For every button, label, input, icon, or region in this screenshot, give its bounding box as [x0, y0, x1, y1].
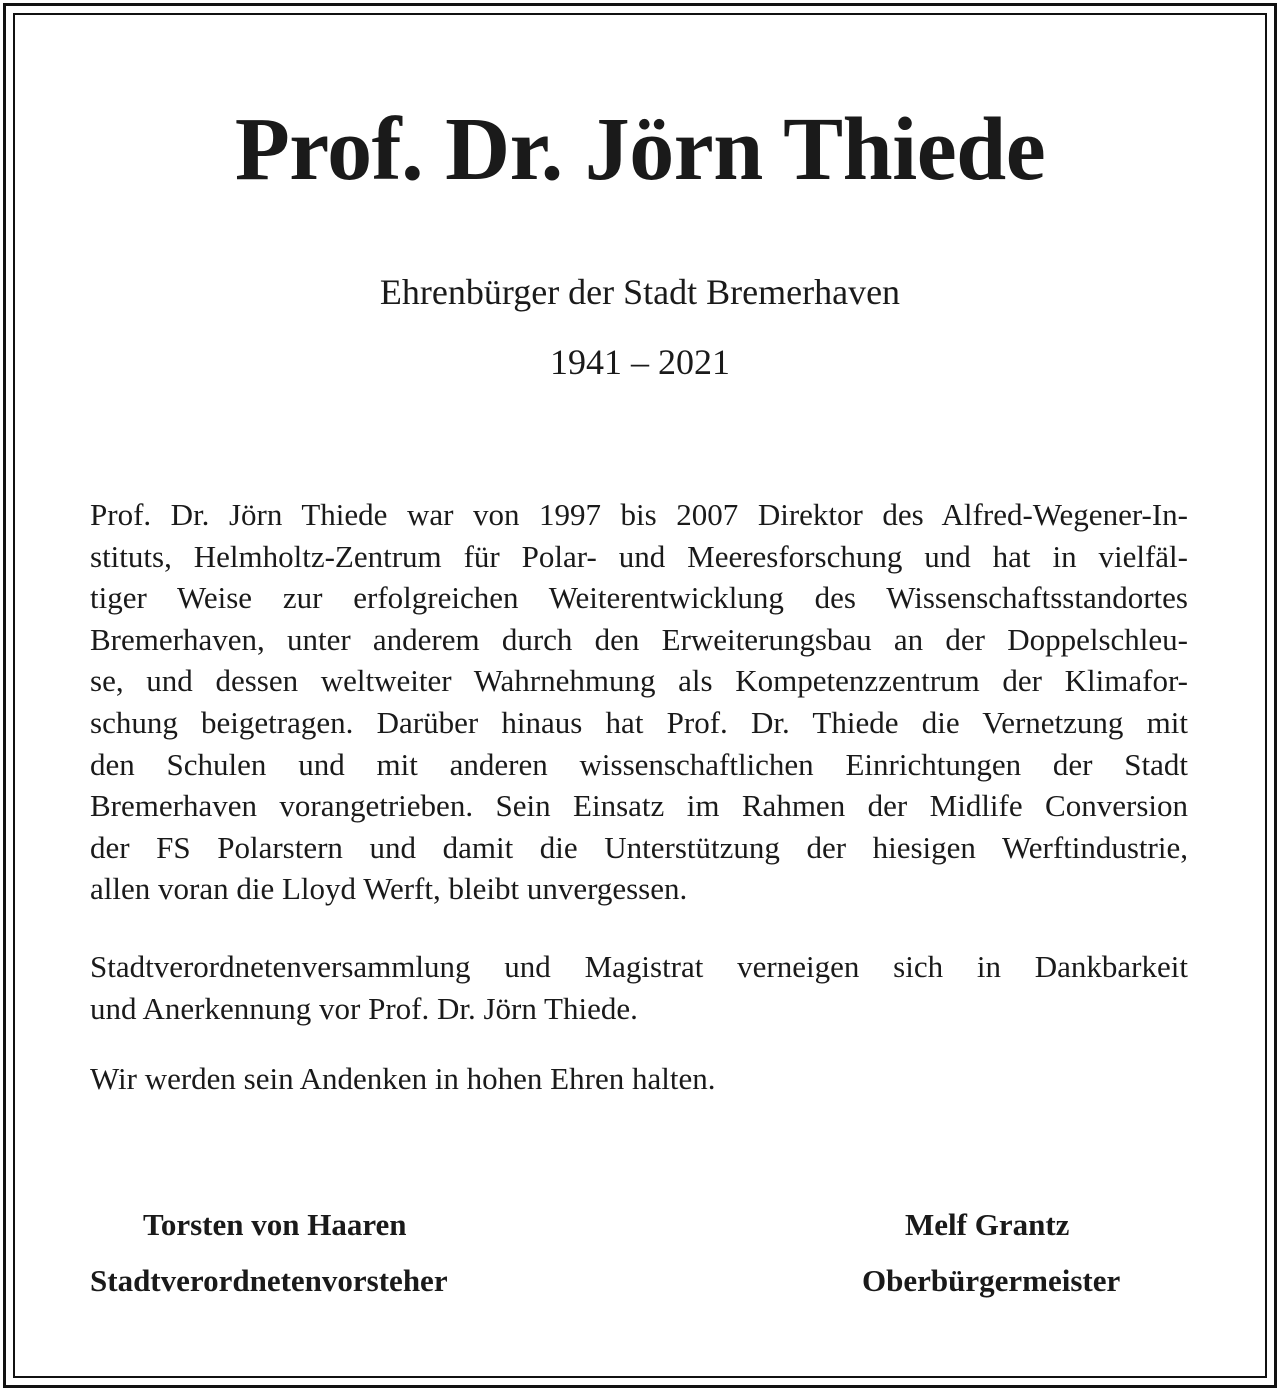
paragraph-line: allen voran die Lloyd Werft, bleibt unvergessen. [90, 871, 688, 907]
paragraph-line: tiger Weise zur erfolgreichen Weiterentwicklung des Wissenschaftsstandortes [90, 580, 1188, 616]
signatory-name-left: Torsten von Haaren [143, 1207, 407, 1242]
signatory-title-left: Stadtverordnetenvorsteher [90, 1263, 448, 1298]
gratitude-paragraph [90, 946, 1188, 1029]
paragraph-line: se, und dessen weltweiter Wahrnehmung als Kompetenzzentrum der Klimafor- [90, 663, 1188, 699]
closing-paragraph [90, 1058, 1188, 1100]
paragraph-line: Wir werden sein Andenken in hohen Ehren halten. [90, 1061, 716, 1096]
deceased-name: Prof. Dr. Jörn Thiede [234, 100, 1046, 199]
paragraph-line: schung beigetragen. Darüber hinaus hat Prof. Dr. Thiede die Vernetzung mit [90, 704, 1188, 740]
paragraph-line: und Anerkennung vor Prof. Dr. Jörn Thiede. [90, 990, 638, 1026]
paragraph-line: den Schulen und mit anderen wissenschaftlichen Einrichtungen der Stadt [90, 746, 1188, 782]
paragraph-line: Stadtverordnetenversammlung und Magistrat verneigen sich in Dankbarkeit [90, 949, 1188, 984]
tribute-paragraph [90, 494, 1188, 910]
paragraph-line: stituts, Helmholtz-Zentrum für Polar- und Meeresforschung und hat in vielfäl- [90, 538, 1188, 574]
paragraph-line: Prof. Dr. Jörn Thiede war von 1997 bis 2007 Direktor des Alfred-Wegener-In- [90, 497, 1188, 532]
honorary-title: Ehrenbürger der Stadt Bremerhaven [379, 272, 901, 312]
paragraph-line: Bremerhaven vorangetrieben. Sein Einsatz im Rahmen der Midlife Conversion [90, 788, 1188, 824]
paragraph-line: Bremerhaven, unter anderem durch den Erweiterungsbau an der Doppelschleu- [90, 621, 1188, 657]
signatory-title-right: Oberbürgermeister [862, 1263, 1121, 1298]
paragraph-line: der FS Polarstern und damit die Unterstützung der hiesigen Werftindustrie, [90, 829, 1188, 865]
life-years: 1941 – 2021 [550, 342, 730, 382]
signatory-name-right: Melf Grantz [905, 1207, 1070, 1242]
